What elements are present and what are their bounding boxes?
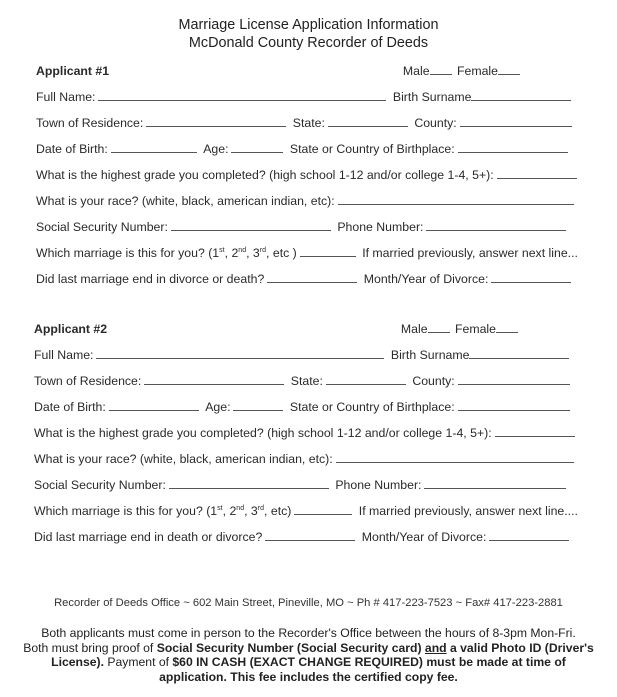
age-label: Age:: [205, 400, 231, 414]
age-blank[interactable]: [231, 142, 283, 153]
age-label: Age:: [203, 142, 229, 156]
marriage-number-label: Which marriage is this for you? (1st, 2nd, 3rd, etc ): [36, 246, 297, 260]
birthplace-blank[interactable]: [458, 400, 570, 411]
office-address: Recorder of Deeds Office ~ 602 Main Street, Pineville, MO ~ Ph # 417-223-7523 ~ Fax# 417-223-2881: [54, 597, 563, 609]
male-blank[interactable]: [428, 322, 450, 333]
male-label: Male: [400, 322, 428, 336]
female-label: Female: [456, 64, 498, 78]
form-subtitle: McDonald County Recorder of Deeds: [188, 35, 429, 51]
divorce-date-blank[interactable]: [489, 530, 569, 541]
note-and: and: [424, 640, 447, 655]
last-marriage-label: Did last marriage end in death or divorce?: [34, 530, 263, 544]
note-hours: Both applicants must come in person to the Recorder's Office between the hours of 8-3pm Mon-Fri.: [41, 626, 576, 640]
state-label: State:: [292, 116, 325, 130]
ssn-label: Social Security Number:: [34, 478, 166, 492]
full-name-label: Full Name:: [36, 90, 96, 104]
female-blank[interactable]: [498, 64, 520, 75]
grade-blank[interactable]: [495, 426, 575, 437]
last-marriage-blank[interactable]: [267, 272, 357, 283]
marriage-number-blank[interactable]: [300, 246, 356, 257]
full-name-blank[interactable]: [98, 90, 386, 101]
applicant-1-section: [36, 64, 576, 298]
age-blank[interactable]: [233, 400, 283, 411]
birthplace-label: State or Country of Birthplace:: [289, 400, 455, 414]
race-label: What is your race? (white, black, american indian, etc):: [36, 194, 335, 208]
gender-field: [401, 322, 518, 336]
birth-surname-blank[interactable]: [469, 348, 569, 359]
form-header: [0, 16, 617, 52]
marriage-number-blank[interactable]: [294, 504, 352, 515]
dob-label: Date of Birth:: [34, 400, 106, 414]
female-blank[interactable]: [496, 322, 518, 333]
race-blank[interactable]: [338, 194, 574, 205]
ssn-blank[interactable]: [169, 478, 329, 489]
county-label: County:: [412, 374, 455, 388]
marriage-number-label: Which marriage is this for you? (1st, 2nd, 3rd, etc): [34, 504, 292, 518]
state-label: State:: [290, 374, 323, 388]
town-label: Town of Residence:: [36, 116, 144, 130]
town-blank[interactable]: [146, 116, 286, 127]
note-payment: $60 IN CASH (EXACT CHANGE REQUIRED) must be made at time of application. This fee includes the certified copy fee.: [159, 655, 566, 684]
birth-surname-label: Birth Surname: [390, 348, 470, 362]
dob-blank[interactable]: [109, 400, 199, 411]
form-title: Marriage License Application Information: [178, 17, 439, 33]
state-blank[interactable]: [328, 116, 408, 127]
town-label: Town of Residence:: [34, 374, 142, 388]
birthplace-blank[interactable]: [458, 142, 568, 153]
town-blank[interactable]: [144, 374, 284, 385]
full-name-label: Full Name:: [34, 348, 94, 362]
race-blank[interactable]: [336, 452, 574, 463]
divorce-date-label: Month/Year of Divorce:: [361, 530, 487, 544]
grade-blank[interactable]: [497, 168, 577, 179]
applicant-2-heading: Applicant #2: [34, 322, 108, 336]
applicant-2-section: [34, 322, 578, 556]
note-text: Both must bring proof of: [23, 640, 157, 655]
dob-blank[interactable]: [111, 142, 197, 153]
county-blank[interactable]: [458, 374, 570, 385]
divorce-date-label: Month/Year of Divorce:: [363, 272, 489, 286]
birthplace-label: State or Country of Birthplace:: [289, 142, 455, 156]
note-ssn-requirement: Social Security Number (Social Security card): [156, 640, 422, 655]
phone-label: Phone Number:: [337, 220, 424, 234]
married-previously-note: If married previously, answer next line...: [362, 246, 578, 260]
ssn-label: Social Security Number:: [36, 220, 168, 234]
applicant-1-heading: Applicant #1: [36, 64, 110, 78]
female-label: Female: [454, 322, 496, 336]
note-photo-id: a valid Photo ID: [449, 640, 542, 655]
race-label: What is your race? (white, black, american indian, etc):: [34, 452, 333, 466]
county-label: County:: [414, 116, 457, 130]
male-label: Male: [402, 64, 430, 78]
grade-label: What is the highest grade you completed? (high school 1-12 and/or college 1-4, 5+):: [34, 426, 492, 440]
requirements-note: [20, 626, 597, 684]
last-marriage-label: Did last marriage end in divorce or death?: [36, 272, 265, 286]
note-drivers-license: (Driver's License).: [51, 640, 594, 669]
grade-label: What is the highest grade you completed? (high school 1-12 and/or college 1-4, 5+):: [36, 168, 494, 182]
phone-label: Phone Number:: [335, 478, 422, 492]
phone-blank[interactable]: [426, 220, 566, 231]
note-text: Payment of: [103, 655, 173, 669]
ssn-blank[interactable]: [171, 220, 331, 231]
dob-label: Date of Birth:: [36, 142, 108, 156]
county-blank[interactable]: [460, 116, 572, 127]
last-marriage-blank[interactable]: [265, 530, 355, 541]
divorce-date-blank[interactable]: [491, 272, 571, 283]
married-previously-note: If married previously, answer next line....: [358, 504, 578, 518]
birth-surname-label: Birth Surname: [392, 90, 472, 104]
gender-field: [403, 64, 520, 78]
full-name-blank[interactable]: [96, 348, 384, 359]
state-blank[interactable]: [326, 374, 406, 385]
phone-blank[interactable]: [424, 478, 566, 489]
birth-surname-blank[interactable]: [471, 90, 571, 101]
male-blank[interactable]: [430, 64, 452, 75]
